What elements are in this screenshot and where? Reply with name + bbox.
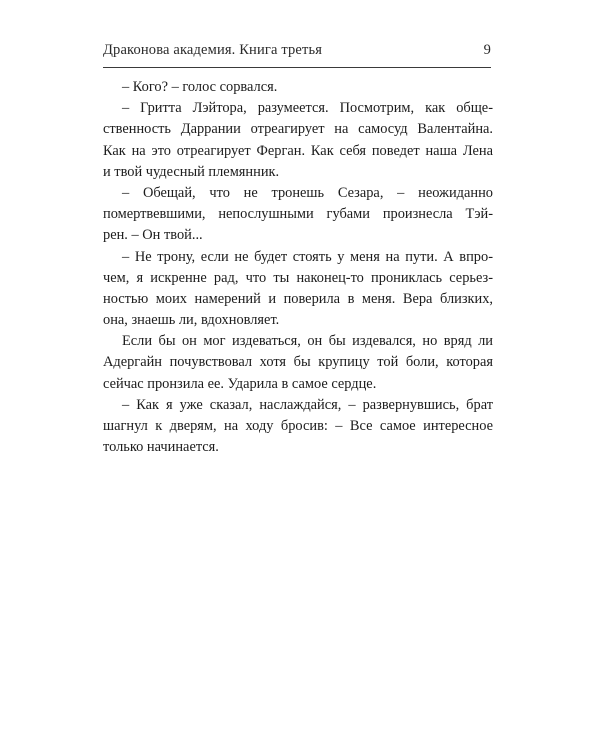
header-rule	[103, 67, 491, 68]
text-line: ственность Даррании отреагирует на самосуд Валентайна.	[103, 121, 493, 138]
text-line: чем, я искренне рад, что ты наконец-то прониклась серьез-	[103, 269, 493, 286]
paragraph	[103, 395, 493, 459]
text-line: Адергайн почувствовал хотя бы крупицу той боли, которая	[103, 354, 493, 371]
text-line: шагнул к дверям, на ходу бросив: – Все самое интересное	[103, 418, 493, 434]
text-line: – Кого? – голос сорвался.	[122, 79, 278, 95]
text-line: Как на это отреагирует Ферган. Как себя поведет наша Лена	[103, 142, 493, 159]
paragraph	[103, 331, 493, 395]
body-text	[103, 77, 493, 458]
text-line: – Гритта Лэйтора, разумеется. Посмотрим, как обще-	[122, 100, 493, 117]
paragraph	[103, 77, 493, 98]
text-line: сейчас пронзила ее. Ударила в самое сердце.	[103, 375, 377, 392]
text-line: – Как я уже сказал, наслаждайся, – развернувшись, брат	[122, 396, 493, 413]
running-header	[103, 42, 491, 62]
text-line: и твой чудесный племянник.	[103, 163, 280, 180]
text-line: рен. – Он твой...	[103, 227, 203, 244]
text-line: только начинается.	[103, 439, 219, 456]
paragraph	[103, 183, 493, 247]
text-line: помертвевшими, непослушными губами произнесла Тэй-	[103, 206, 493, 223]
text-line: она, знаешь ли, вдохновляет.	[103, 312, 280, 329]
text-line: – Обещай, что не тронешь Сезара, – неожиданно	[122, 184, 493, 201]
text-line: Если бы он мог издеваться, он бы издевался, но вряд ли	[122, 333, 493, 350]
paragraph	[103, 247, 493, 332]
text-line: – Не трону, если не будет стоять у меня на пути. А впро-	[122, 248, 493, 265]
paragraph	[103, 98, 493, 183]
page-number: 9	[483, 42, 491, 58]
text-line: ностью моих намерений и поверила в меня. Вера близких,	[103, 290, 493, 307]
running-title: Драконова академия. Книга третья	[103, 42, 323, 58]
